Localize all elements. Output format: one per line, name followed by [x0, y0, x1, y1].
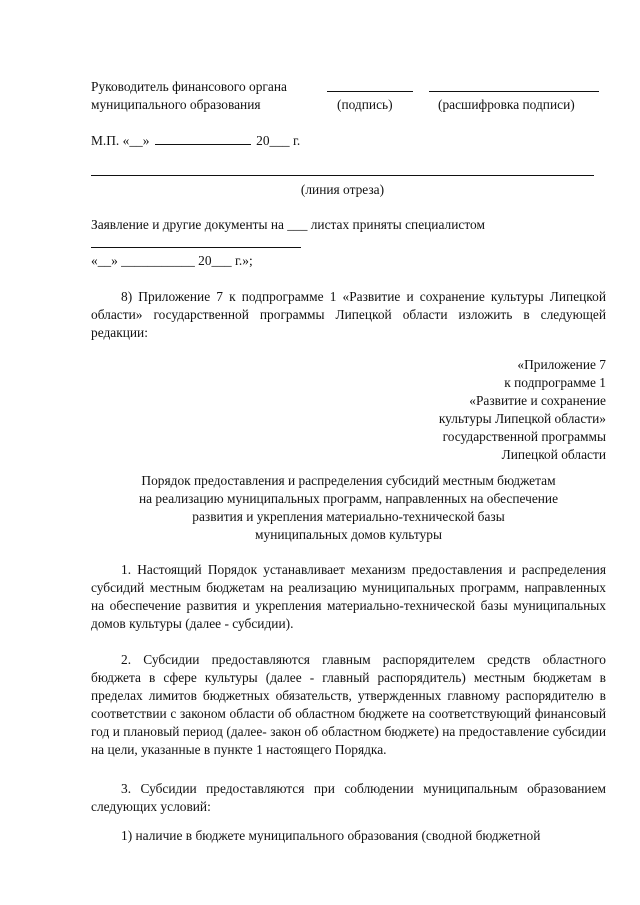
- item-8-paragraph: 8) Приложение 7 к подпрограмме 1 «Развитие и сохранение культуры Липецкой области» государственной программы Липецкой области изложить в следующей редакции:: [91, 289, 606, 340]
- head-title-line2: муниципального образования: [91, 97, 261, 112]
- mp-prefix: М.П. «__»: [91, 133, 150, 148]
- paragraph-4: 1) наличие в бюджете муниципального образования (сводной бюджетной: [121, 828, 541, 843]
- appendix-line: Липецкой области: [501, 447, 606, 462]
- paragraph-2: 2. Субсидии предоставляются главным распорядителем средств областного бюджета в сфере культуры (далее - главный распорядитель) местным бюджетам в пределах лимитов бюджетных обязательств, утвержденных главному распорядителю в соответствии с законом области об областном бюджете на соответствующий финансовый год и плановый период (далее- закон об областном бюджете) на предоставление субсидии на цели, указанные в пункте 1 настоящего Порядка.: [91, 652, 606, 757]
- signature-block: [91, 78, 606, 114]
- receipt-sheets-blank: ___: [287, 217, 308, 232]
- stamp-date-line: [91, 131, 606, 149]
- paragraph-1: 1. Настоящий Порядок устанавливает механизм предоставления и распределения субсидий местным бюджетам на реализацию муниципальных программ, направленных на обеспечение развития и укрепления материально-технической базы муниципальных домов культуры (далее - субсидии).: [91, 562, 606, 631]
- appendix-line: «Развитие и сохранение: [469, 393, 606, 408]
- mp-date-blank: [155, 131, 251, 145]
- decode-blank: [429, 78, 599, 92]
- title-line: муниципальных домов культуры: [255, 527, 442, 542]
- cut-line: [91, 175, 594, 176]
- signature-row-1: [91, 78, 606, 96]
- title-line: Порядок предоставления и распределения субсидий местным бюджетам: [141, 473, 556, 488]
- appendix-header: [91, 356, 606, 464]
- receipt-date: «__» ___________ 20___ г.»;: [91, 253, 253, 268]
- receipt-text-a: Заявление и другие документы на: [91, 217, 284, 232]
- paragraph-3: 3. Субсидии предоставляются при соблюдении муниципальным образованием следующих условий:: [91, 781, 606, 814]
- appendix-line: культуры Липецкой области»: [438, 411, 606, 426]
- specialist-blank: [91, 234, 301, 248]
- signature-blank: [327, 78, 413, 92]
- title-line: на реализацию муниципальных программ, направленных на обеспечение: [138, 491, 559, 506]
- appendix-line: «Приложение 7: [517, 357, 606, 372]
- document-title: [91, 472, 606, 544]
- receipt-block: [91, 216, 606, 270]
- signature-row-2: [91, 96, 606, 114]
- appendix-line: к подпрограмме 1: [504, 375, 606, 390]
- head-title-line1: Руководитель финансового органа: [91, 79, 287, 94]
- title-line: развития и укрепления материально-технической базы: [192, 509, 505, 524]
- cut-caption: (линия отреза): [300, 182, 385, 197]
- decode-caption: (расшифровка подписи): [438, 97, 575, 112]
- appendix-line: государственной программы: [442, 429, 606, 444]
- receipt-text-c: листах приняты специалистом: [310, 217, 485, 232]
- mp-year: 20___ г.: [256, 133, 301, 148]
- sign-caption: (подпись): [337, 97, 393, 112]
